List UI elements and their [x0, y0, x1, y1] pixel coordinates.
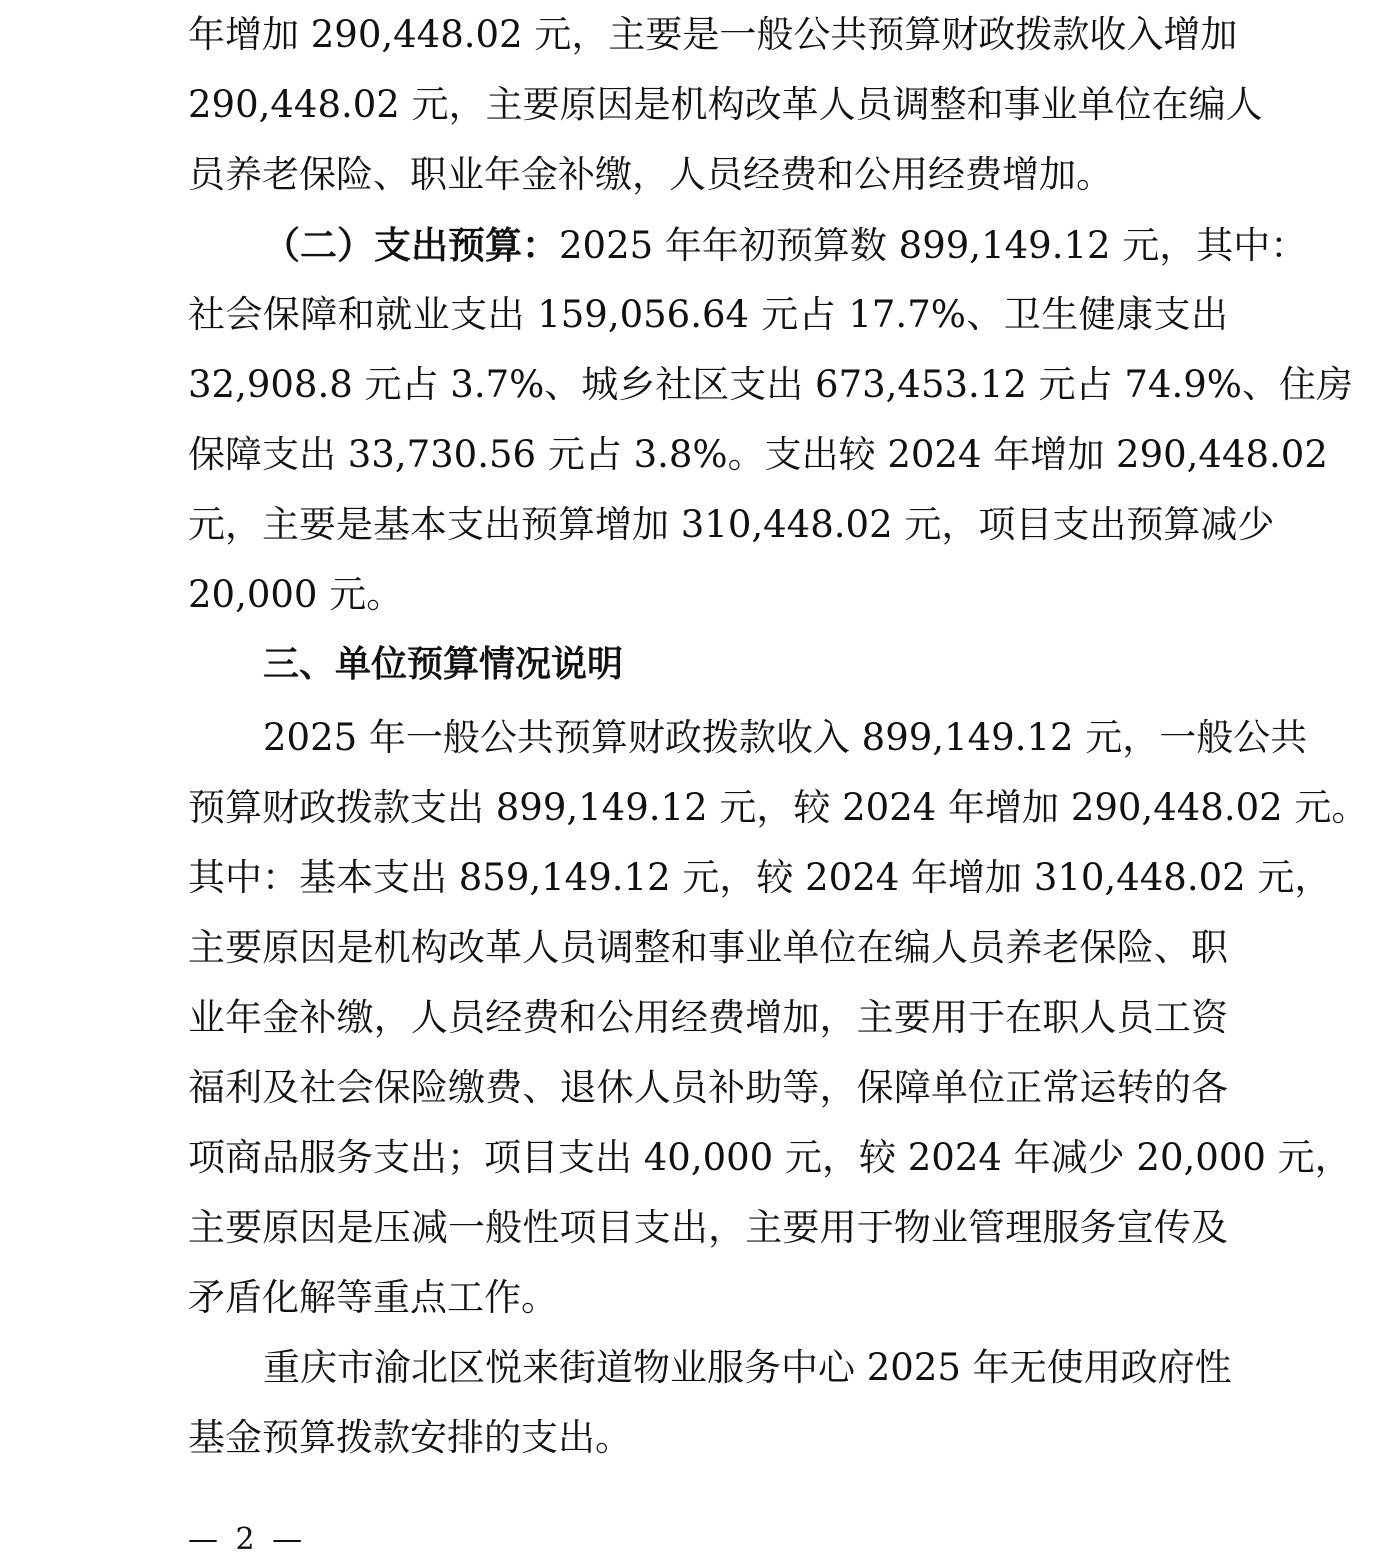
text-line: 元，主要是基本支出预算增加 310,448.02 元，项目支出预算减少: [188, 503, 1275, 546]
page-number: — 2 —: [188, 1522, 307, 1557]
section-heading: 三、单位预算情况说明: [263, 644, 624, 685]
text-line: 基金预算拨款安排的支出。: [188, 1416, 632, 1459]
text-line: 矛盾化解等重点工作。: [188, 1276, 558, 1319]
text-line: 32,908.8 元占 3.7%、城乡社区支出 673,453.12 元占 74.9%、住房: [188, 363, 1353, 406]
text-line: 员养老保险、职业年金补缴，人员经费和公用经费增加。: [188, 153, 1113, 196]
text-line: 福利及社会保险缴费、退休人员补助等，保障单位正常运转的各: [188, 1066, 1228, 1109]
text-span: 2025 年年初预算数 899,149.12 元，其中：: [559, 224, 1308, 267]
text-line: 项商品服务支出；项目支出 40,000 元，较 2024 年减少 20,000 元，: [188, 1136, 1352, 1179]
text-line: 2025 年一般公共预算财政拨款收入 899,149.12 元，一般公共: [263, 716, 1308, 759]
text-line: 业年金补缴，人员经费和公用经费增加，主要用于在职人员工资: [188, 996, 1228, 1039]
text-line: 主要原因是机构改革人员调整和事业单位在编人员养老保险、职: [188, 926, 1228, 969]
text-line: 年增加 290,448.02 元，主要是一般公共预算财政拨款收入增加: [188, 13, 1238, 56]
text-line: 社会保障和就业支出 159,056.64 元占 17.7%、卫生健康支出: [188, 293, 1228, 336]
text-line: 290,448.02 元，主要原因是机构改革人员调整和事业单位在编人: [188, 83, 1263, 126]
text-line: 主要原因是压减一般性项目支出，主要用于物业管理服务宣传及: [188, 1206, 1228, 1249]
text-line: 保障支出 33,730.56 元占 3.8%。支出较 2024 年增加 290,448.02: [188, 433, 1328, 476]
expenditure-budget-line: [263, 210, 1308, 280]
text-line: 其中：基本支出 859,149.12 元，较 2024 年增加 310,448.02 元，: [188, 856, 1332, 899]
text-line: 预算财政拨款支出 899,149.12 元，较 2024 年增加 290,448.02 元。: [188, 786, 1369, 829]
expenditure-budget-label: （二）支出预算：: [263, 223, 559, 267]
text-line: 20,000 元。: [188, 573, 404, 616]
text-line: 重庆市渝北区悦来街道物业服务中心 2025 年无使用政府性: [263, 1346, 1232, 1389]
